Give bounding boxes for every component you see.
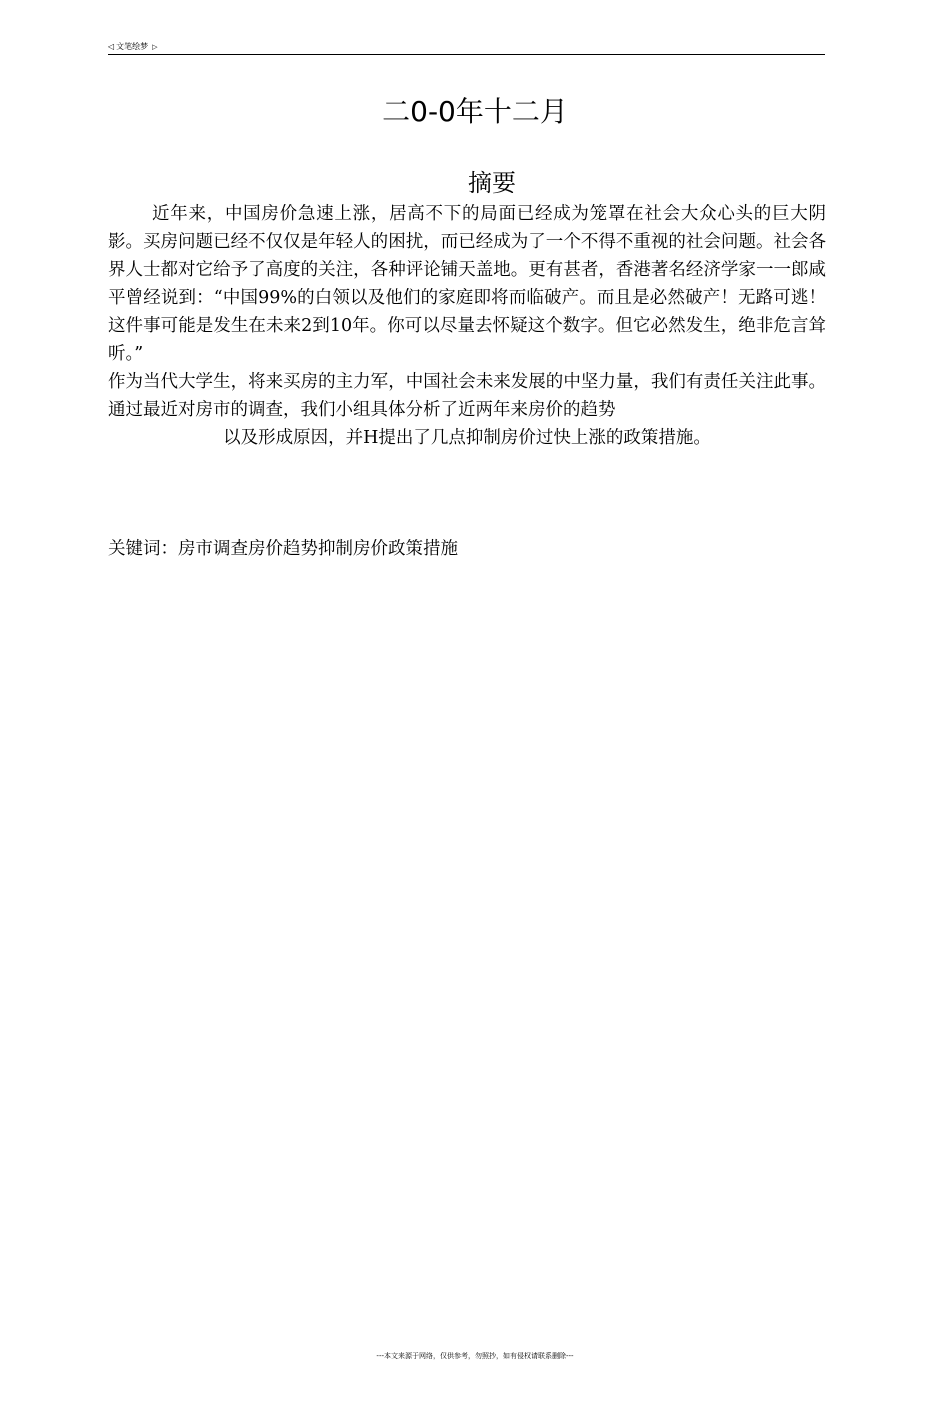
abstract-paragraph-2-tail: 以及形成原因，并H提出了几点抑制房价过快上涨的政策措施。 [223,428,711,448]
abstract-body [108,200,826,452]
keywords-value: 房市调查房价趋势抑制房价政策措施 [178,539,458,559]
header-brand: 文笔绘梦 [116,42,149,51]
abstract-paragraph-2: 作为当代大学生，将来买房的主力军，中国社会未来发展的中坚力量，我们有责任关注此事。通过最近对房市的调查，我们小组具体分析了近两年来房价的趋势 [108,372,826,420]
keywords-line [108,535,458,563]
abstract-title: 摘要 [468,169,516,197]
date-title: 二0-0年十二月 [382,95,568,128]
abstract-paragraph-1: 近年来，中国房价急速上涨，居高不下的局面已经成为笼罩在社会大众心头的巨大阴影。买房问题已经不仅仅是年轻人的困扰，而已经成为了一个不得不重视的社会问题。社会各界人士都对它给予了高度的关注，各种评论铺天盖地。更有甚者，香港著名经济学家一一郎咸平曾经说到：“中国99%的白领以及他们的家庭即将而临破产。而且是必然破产！无路可逃！这件事可能是发生在未来2到10年。你可以尽量去怀疑这个数字。但它必然发生，绝非危言耸听。” [108,204,826,364]
right-triangle-icon: ▷ [152,43,158,51]
header-divider [108,54,825,55]
page-header [108,40,825,54]
keywords-label: 关键词： [108,539,178,559]
left-triangle-icon: ◁ [108,42,115,51]
page-footer: ---本文来源于网络，仅供参考，勿照抄，如有侵权请联系删除--- [376,1352,574,1360]
